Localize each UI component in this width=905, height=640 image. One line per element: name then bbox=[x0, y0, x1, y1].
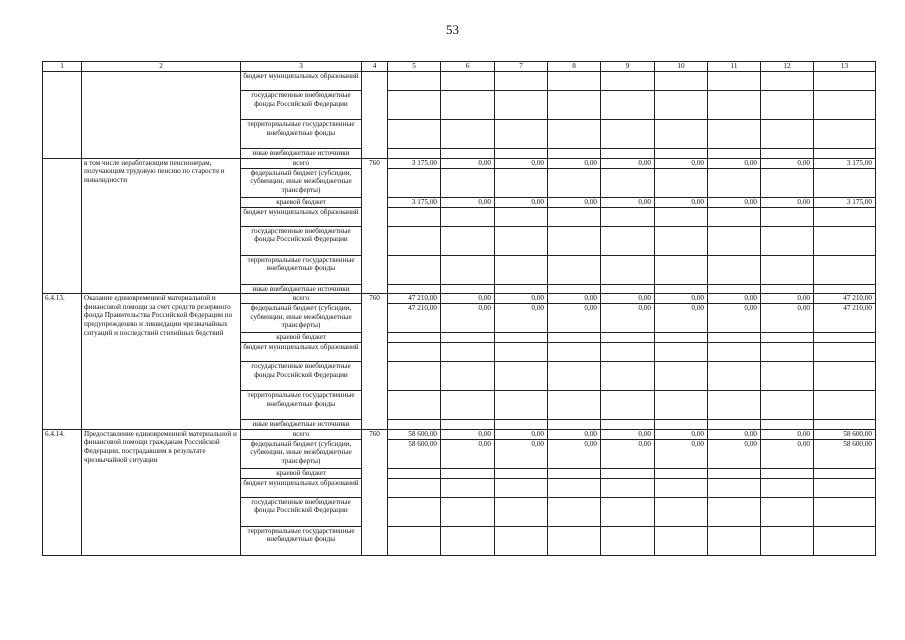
budget-table bbox=[42, 61, 876, 556]
source-cell: бюджет муниципальных образований bbox=[241, 207, 362, 226]
value-cell: 0,00 bbox=[495, 439, 548, 468]
value-cell: 0,00 bbox=[441, 294, 495, 304]
value-cell: 0,00 bbox=[601, 439, 655, 468]
cell-desc: в том числе неработающим пенсионерам, получающим трудовую пенсию по старости и инвалидности bbox=[82, 158, 241, 294]
value-cell: 3 175,00 bbox=[388, 158, 441, 168]
value-cell: 0,00 bbox=[601, 304, 655, 333]
cell-code: 760 bbox=[362, 158, 388, 294]
source-cell: федеральный бюджет (субсидии, субвенции, иные межбюджетные трансферты) bbox=[241, 439, 362, 468]
source-cell: государственные внебюджетные фонды Российской Федерации bbox=[241, 91, 362, 120]
value-cell: 0,00 bbox=[655, 304, 708, 333]
value-cell: 47 210,00 bbox=[814, 294, 876, 304]
value-cell: 0,00 bbox=[761, 439, 814, 468]
column-header: 9 bbox=[601, 62, 655, 72]
cell-desc bbox=[82, 72, 241, 159]
cell-num bbox=[43, 72, 82, 159]
page-number: 53 bbox=[446, 22, 459, 37]
value-cell: 0,00 bbox=[601, 158, 655, 168]
cell-code: 760 bbox=[362, 429, 388, 555]
cell-code: 760 bbox=[362, 294, 388, 430]
column-header: 3 bbox=[241, 62, 362, 72]
value-cell: 3 175,00 bbox=[814, 197, 876, 207]
source-cell: территориальные государственные внебюджетные фонды bbox=[241, 255, 362, 284]
value-cell: 0,00 bbox=[761, 304, 814, 333]
source-cell: всего bbox=[241, 294, 362, 304]
value-cell: 0,00 bbox=[441, 197, 495, 207]
cell-num: 6.4.13. bbox=[43, 294, 82, 430]
value-cell: 0,00 bbox=[708, 197, 761, 207]
value-cell: 0,00 bbox=[655, 439, 708, 468]
table-row bbox=[43, 72, 876, 91]
column-header: 6 bbox=[441, 62, 495, 72]
value-cell: 0,00 bbox=[708, 304, 761, 333]
column-header: 13 bbox=[814, 62, 876, 72]
source-cell: территориальные государственные внебюджетные фонды bbox=[241, 120, 362, 149]
cell-desc: Предоставление единовременной материальной и финансовой помощи гражданам Российской Федерации, пострадавшим в результате чрезвычайной ситуации bbox=[82, 429, 241, 555]
column-header: 2 bbox=[82, 62, 241, 72]
source-cell: бюджет муниципальных образований bbox=[241, 72, 362, 91]
value-cell: 0,00 bbox=[441, 429, 495, 439]
value-cell: 58 600,00 bbox=[388, 429, 441, 439]
cell-code bbox=[362, 72, 388, 159]
source-cell: территориальные государственные внебюджетные фонды bbox=[241, 391, 362, 420]
source-cell: иные внебюджетные источники bbox=[241, 420, 362, 430]
value-cell: 0,00 bbox=[495, 304, 548, 333]
value-cell: 0,00 bbox=[441, 158, 495, 168]
source-cell: краевой бюджет bbox=[241, 468, 362, 478]
value-cell: 0,00 bbox=[601, 429, 655, 439]
value-cell: 47 210,00 bbox=[814, 304, 876, 333]
value-cell: 0,00 bbox=[495, 294, 548, 304]
cell-num: 6.4.14. bbox=[43, 429, 82, 555]
value-cell: 0,00 bbox=[441, 439, 495, 468]
column-header: 5 bbox=[388, 62, 441, 72]
column-header: 8 bbox=[548, 62, 601, 72]
source-cell: государственные внебюджетные фонды Российской Федерации bbox=[241, 362, 362, 391]
value-cell: 58 600,00 bbox=[814, 429, 876, 439]
column-header: 11 bbox=[708, 62, 761, 72]
value-cell: 0,00 bbox=[548, 439, 601, 468]
value-cell: 0,00 bbox=[495, 429, 548, 439]
value-cell: 0,00 bbox=[708, 439, 761, 468]
value-cell: 0,00 bbox=[655, 197, 708, 207]
source-cell: федеральный бюджет (субсидии, субвенции, иные межбюджетные трансферты) bbox=[241, 168, 362, 197]
value-cell: 0,00 bbox=[761, 294, 814, 304]
value-cell: 47 210,00 bbox=[388, 294, 441, 304]
column-header: 4 bbox=[362, 62, 388, 72]
table-row bbox=[43, 158, 876, 168]
value-cell: 0,00 bbox=[761, 429, 814, 439]
value-cell: 0,00 bbox=[548, 158, 601, 168]
value-cell: 0,00 bbox=[548, 197, 601, 207]
value-cell: 0,00 bbox=[548, 429, 601, 439]
value-cell: 0,00 bbox=[548, 294, 601, 304]
value-cell: 0,00 bbox=[655, 158, 708, 168]
value-cell: 0,00 bbox=[601, 294, 655, 304]
value-cell: 0,00 bbox=[708, 429, 761, 439]
source-cell: краевой бюджет bbox=[241, 333, 362, 343]
column-header: 1 bbox=[43, 62, 82, 72]
value-cell: 3 175,00 bbox=[814, 158, 876, 168]
source-cell: краевой бюджет bbox=[241, 197, 362, 207]
value-cell: 0,00 bbox=[708, 294, 761, 304]
source-cell: иные внебюджетные источники bbox=[241, 284, 362, 294]
source-cell: бюджет муниципальных образований bbox=[241, 478, 362, 497]
column-header: 10 bbox=[655, 62, 708, 72]
value-cell: 58 600,00 bbox=[388, 439, 441, 468]
cell-desc: Оказание единовременной материальной и финансовой помощи за счет средств резервного фонда Правительства Российской Федерации по предупреждению и ликвидации чрезвычайных ситуаций и последствий стихийных бедствий bbox=[82, 294, 241, 430]
source-cell: всего bbox=[241, 429, 362, 439]
value-cell: 0,00 bbox=[761, 197, 814, 207]
value-cell: 58 600,00 bbox=[814, 439, 876, 468]
source-cell: всего bbox=[241, 158, 362, 168]
table-row bbox=[43, 294, 876, 304]
value-cell: 3 175,00 bbox=[388, 197, 441, 207]
value-cell: 0,00 bbox=[761, 158, 814, 168]
cell-num bbox=[43, 158, 82, 294]
source-cell: государственные внебюджетные фонды Российской Федерации bbox=[241, 497, 362, 526]
value-cell: 0,00 bbox=[495, 197, 548, 207]
column-header: 12 bbox=[761, 62, 814, 72]
source-cell: иные внебюджетные источники bbox=[241, 149, 362, 159]
value-cell: 0,00 bbox=[548, 304, 601, 333]
column-header: 7 bbox=[495, 62, 548, 72]
source-cell: бюджет муниципальных образований bbox=[241, 343, 362, 362]
value-cell: 0,00 bbox=[655, 294, 708, 304]
value-cell: 0,00 bbox=[601, 197, 655, 207]
source-cell: государственные внебюджетные фонды Российской Федерации bbox=[241, 226, 362, 255]
source-cell: федеральный бюджет (субсидии, субвенции, иные межбюджетные трансферты) bbox=[241, 304, 362, 333]
header-row bbox=[43, 62, 876, 72]
value-cell: 47 210,00 bbox=[388, 304, 441, 333]
value-cell: 0,00 bbox=[655, 429, 708, 439]
value-cell: 0,00 bbox=[495, 158, 548, 168]
value-cell: 0,00 bbox=[441, 304, 495, 333]
value-cell: 0,00 bbox=[708, 158, 761, 168]
source-cell: территориальные государственные внебюджетные фонды bbox=[241, 526, 362, 555]
table-row bbox=[43, 429, 876, 439]
